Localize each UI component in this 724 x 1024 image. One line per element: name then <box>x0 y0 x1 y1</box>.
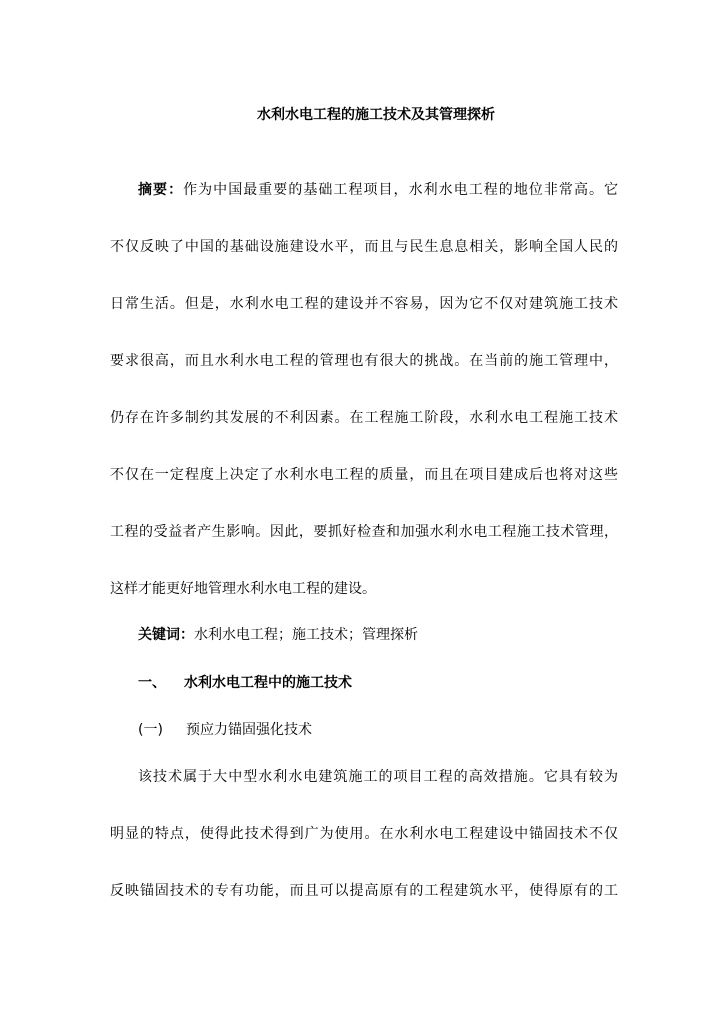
body-line: 明显的特点，使得此技术得到广为使用。在水利水电工程建设中锚固技术不仅 <box>110 826 618 842</box>
abstract-line: 日常生活。但是，水利水电工程的建设并不容易，因为它不仅对建筑施工技术 <box>110 296 618 312</box>
document-title: 水利水电工程的施工技术及其管理探析 <box>257 107 495 123</box>
subsection-number: (一) <box>138 722 163 738</box>
section-heading: 水利水电工程中的施工技术 <box>184 675 352 691</box>
keywords-text: 水利水电工程；施工技术；管理探析 <box>194 627 418 643</box>
abstract-line: 仍存在许多制约其发展的不利因素。在工程施工阶段，水利水电工程施工技术 <box>110 410 618 426</box>
abstract-first-line <box>138 180 618 200</box>
abstract-text: 作为中国最重要的基础工程项目，水利水电工程的地位非常高。它 <box>183 182 619 198</box>
body-first-line: 该技术属于大中型水利水电建筑施工的项目工程的高效措施。它具有较为 <box>138 769 618 785</box>
abstract-label: 摘要： <box>138 182 184 198</box>
abstract-line: 不仅在一定程度上决定了水利水电工程的质量，而且在项目建成后也将对这些 <box>110 467 618 483</box>
subsection-heading: 预应力锚固强化技术 <box>186 722 312 738</box>
abstract-line: 这样才能更好地管理水利水电工程的建设。 <box>110 581 376 597</box>
keywords-label: 关键词： <box>138 627 194 643</box>
abstract-line: 要求很高，而且水利水电工程的管理也有很大的挑战。在当前的施工管理中， <box>110 353 618 369</box>
keywords-line <box>138 625 618 645</box>
abstract-line: 工程的受益者产生影响。因此，要抓好检查和加强水利水电工程施工技术管理， <box>110 524 618 540</box>
section-number: 一、 <box>138 675 166 691</box>
body-line: 反映锚固技术的专有功能，而且可以提高原有的工程建筑水平，使得原有的工 <box>110 883 618 899</box>
abstract-line: 不仅反映了中国的基础设施建设水平，而且与民生息息相关，影响全国人民的 <box>110 239 618 255</box>
